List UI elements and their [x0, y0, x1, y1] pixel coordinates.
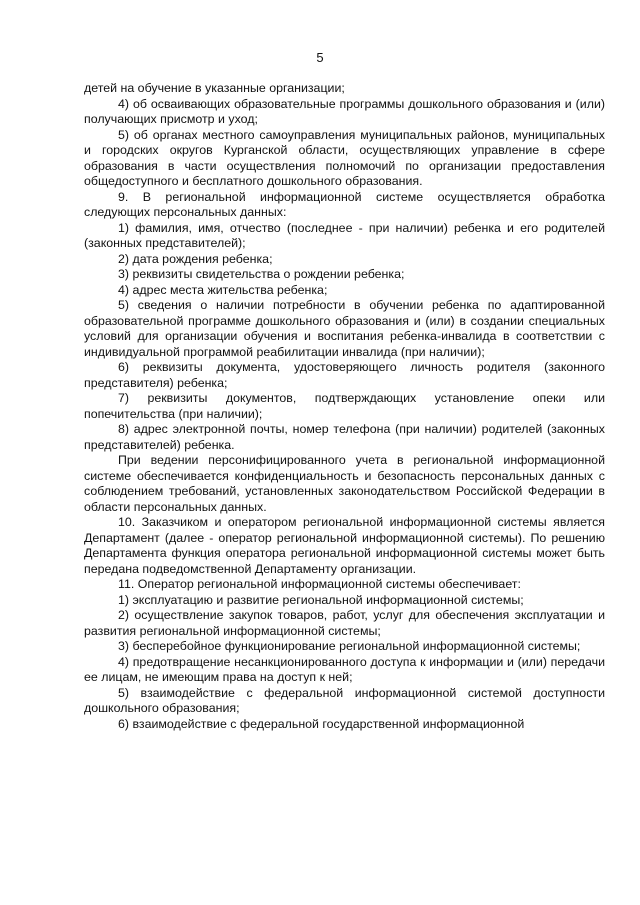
- document-body: [84, 81, 605, 732]
- paragraph: 6) реквизиты документа, удостоверяющего личность родителя (законного представителя) ребенка;: [84, 360, 605, 390]
- paragraph: 1) фамилия, имя, отчество (последнее - при наличии) ребенка и его родителей (законных представителей);: [84, 220, 605, 250]
- page-number: 5: [316, 50, 324, 65]
- paragraph: 8) адрес электронной почты, номер телефона (при наличии) родителей (законных представителей) ребенка.: [84, 422, 605, 452]
- paragraph: 1) эксплуатацию и развитие региональной информационной системы;: [118, 592, 524, 607]
- paragraph: При ведении персонифицированного учета в региональной информационной системе обеспечивается конфиденциальность и безопасность персональных данных с соблюдением требований, установленных законодательством Российской Федерации в области персональных данных.: [84, 453, 605, 514]
- paragraph: 10. Заказчиком и оператором региональной информационной системы является Департамент (далее - оператор региональной информационной системы). По решению Департамента функция оператора региональной информационной системы может быть передана подведомственной Департаменту организации.: [84, 515, 605, 576]
- paragraph: 6) взаимодействие с федеральной государственной информационной: [118, 716, 525, 731]
- paragraph: 2) дата рождения ребенка;: [118, 251, 273, 266]
- paragraph: 5) сведения о наличии потребности в обучении ребенка по адаптированной образовательной программе дошкольного образования и (или) в создании специальных условий для организации обучения и воспитания ребенка-инвалида в соответствии с индивидуальной программой реабилитации инвалида (при наличии);: [84, 298, 605, 359]
- paragraph: 9. В региональной информационной системе осуществляется обработка следующих персональных данных:: [84, 189, 605, 219]
- paragraph: 3) реквизиты свидетельства о рождении ребенка;: [118, 267, 405, 281]
- paragraph: 4) предотвращение несанкционированного доступа к информации и (или) передачи ее лицам, не имеющим права на доступ к ней;: [84, 654, 605, 684]
- paragraph: 4) об осваивающих образовательные программы дошкольного образования и (или) получающих присмотр и уход;: [84, 96, 605, 126]
- paragraph: 2) осуществление закупок товаров, работ, услуг для обеспечения эксплуатации и развития региональной информационной системы;: [84, 608, 605, 638]
- paragraph: 4) адрес места жительства ребенка;: [118, 282, 328, 297]
- paragraph: детей на обучение в указанные организации;: [84, 81, 345, 95]
- paragraph: 7) реквизиты документов, подтверждающих установление опеки или попечительства (при наличии);: [84, 391, 605, 421]
- paragraph: 5) взаимодействие с федеральной информационной системой доступности дошкольного образования;: [84, 685, 605, 715]
- paragraph: 5) об органах местного самоуправления муниципальных районов, муниципальных и городских округов Курганской области, осуществляющих управление в сфере образования в части осуществления полномочий по организации предоставления общедоступного и бесплатного дошкольного образования.: [84, 127, 605, 188]
- paragraph: 3) бесперебойное функционирование региональной информационной системы;: [118, 639, 581, 653]
- paragraph: 11. Оператор региональной информационной системы обеспечивает:: [118, 577, 521, 591]
